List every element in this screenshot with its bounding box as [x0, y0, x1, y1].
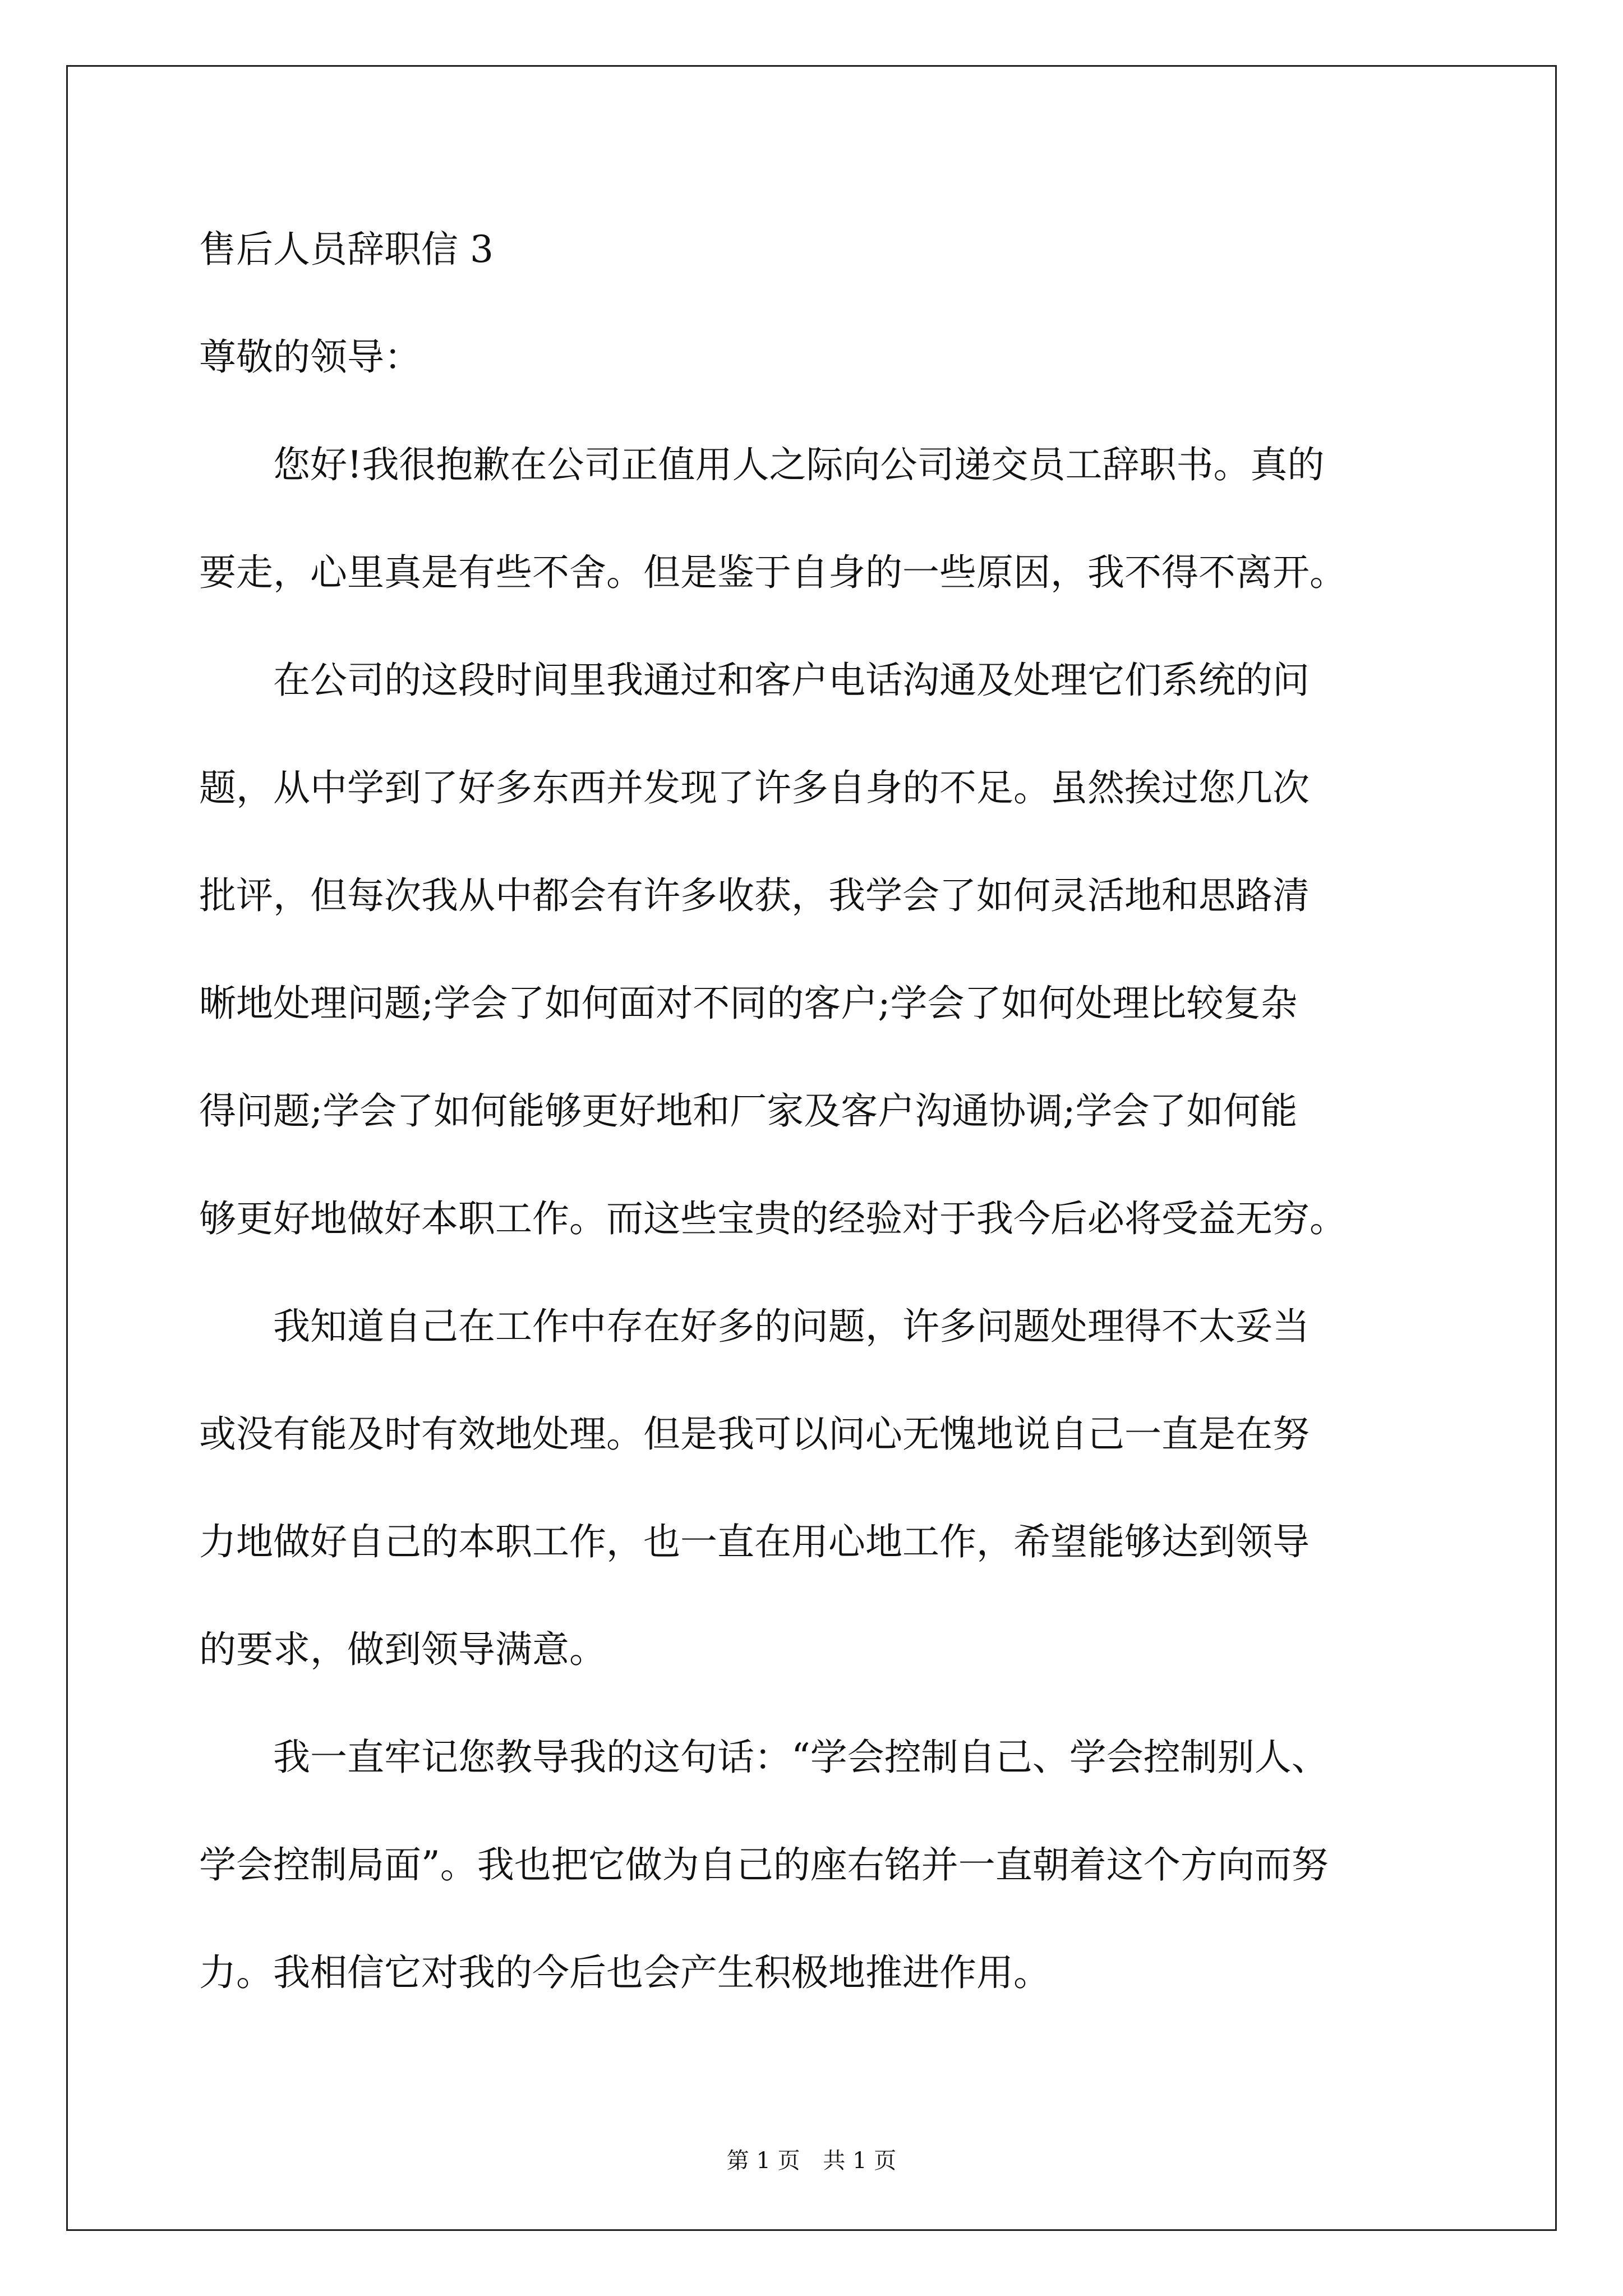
text-line: 力。我相信它对我的今后也会产生积极地推进作用。 [199, 1951, 1050, 1994]
page-total: 共 1 页 [823, 2148, 897, 2174]
text-line: 或没有能及时有效地处理。但是我可以问心无愧地说自己一直是在努 [199, 1412, 1310, 1456]
page-number: 第 1 页 [726, 2148, 800, 2174]
text-line: 的要求，做到领导满意。 [199, 1628, 606, 1671]
text-line: 学会控制局面”。我也把它做为自己的座右铭并一直朝着这个方向而努 [199, 1843, 1329, 1887]
salutation: 尊敬的领导： [199, 335, 421, 379]
text-line: 我知道自己在工作中存在好多的问题，许多问题处理得不太妥当 [199, 1305, 1310, 1348]
text-line: 您好!我很抱歉在公司正值用人之际向公司递交员工辞职书。真的 [199, 443, 1325, 486]
text-line: 晰地处理问题;学会了如何面对不同的客户;学会了如何处理比较复杂 [199, 982, 1298, 1025]
text-line: 我一直牢记您教导我的这句话：“学会控制自己、学会控制别人、 [199, 1736, 1329, 1779]
document-title: 售后人员辞职信 3 [199, 228, 494, 271]
text-line: 批评，但每次我从中都会有许多收获，我学会了如何灵活地和思路清 [199, 874, 1310, 917]
text-line: 题，从中学到了好多东西并发现了许多自身的不足。虽然挨过您几次 [199, 766, 1310, 809]
page-border [66, 65, 1557, 2231]
text-line: 在公司的这段时间里我通过和客户电话沟通及处理它们系统的问 [199, 659, 1310, 702]
text-line: 要走，心里真是有些不舍。但是鉴于自身的一些原因，我不得不离开。 [199, 551, 1347, 594]
page-footer [0, 2147, 1623, 2175]
text-line: 够更好地做好本职工作。而这些宝贵的经验对于我今后必将受益无穷。 [199, 1197, 1347, 1240]
text-line: 得问题;学会了如何能够更好地和厂家及客户沟通协调;学会了如何能 [199, 1089, 1298, 1133]
text-line: 力地做好自己的本职工作，也一直在用心地工作，希望能够达到领导 [199, 1520, 1310, 1563]
